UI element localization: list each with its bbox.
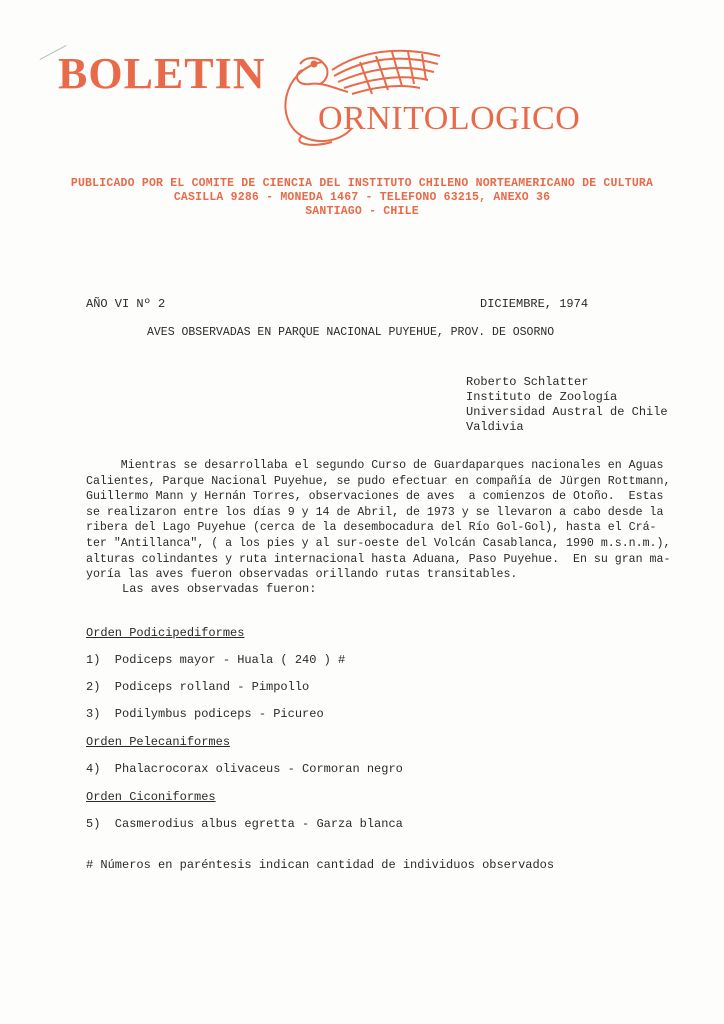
order-heading-pelecaniformes: Orden Pelecaniformes (86, 735, 231, 749)
publisher-line-3: SANTIAGO - CHILE (305, 205, 419, 218)
paragraph-line: ribera del Lago Puyehue (cerca de la desembocadura del Río Gol-Gol), hasta el Crá- (86, 521, 657, 535)
paragraph-line: Calientes, Parque Nacional Puyehue, se pudo efectuar en compañía de Jürgen Rottmann, (86, 474, 671, 488)
paragraph-line: ter "Antillanca", ( a los pies y al sur-oeste del Volcán Casablanca, 1990 m.s.n.m.), (86, 536, 671, 550)
paragraph-line: alturas colindantes y ruta internacional hasta Aduana, Paso Puyehue. En su gran ma- (86, 552, 671, 566)
author-name: Roberto Schlatter (466, 375, 589, 389)
species-item: 4) Phalacrocorax olivaceus - Cormoran negro (86, 762, 403, 776)
species-item: 5) Casmerodius albus egretta - Garza blanca (86, 817, 403, 831)
species-item: 2) Podiceps rolland - Pimpollo (86, 680, 310, 694)
issue-volume: AÑO VI Nº 2 (86, 297, 166, 311)
footnote: # Números en paréntesis indican cantidad de individuos observados (86, 858, 555, 872)
order-heading-podicipediformes: Orden Podicipediformes (86, 626, 245, 640)
intro-line: Las aves observadas fueron: (86, 582, 317, 596)
paragraph-line: Mientras se desarrollaba el segundo Curso de Guardaparques nacionales en Aguas (86, 459, 664, 472)
paragraph-line: se realizaron entre los días 9 y 14 de Abril, de 1973 y se llevaron a cabo desde la (86, 505, 664, 519)
issue-date: DICIEMBRE, 1974 (480, 297, 589, 311)
publisher-line-2: CASILLA 9286 - MONEDA 1467 - TELEFONO 63215, ANEXO 36 (173, 191, 551, 204)
paragraph-line: Guillermo Mann y Hernán Torres, observaciones de aves a comienzos de Otoño. Estas (86, 490, 664, 504)
body-paragraph (86, 458, 686, 583)
author-university: Universidad Austral de Chile (466, 405, 668, 419)
masthead-title-ornitologico: ORNITOLOGICO (318, 100, 581, 137)
author-city: Valdivia (466, 420, 524, 434)
species-item: 3) Podilymbus podiceps - Picureo (86, 707, 324, 721)
order-heading-ciconiformes: Orden Ciconiformes (86, 790, 216, 804)
species-item: 1) Podiceps mayor - Huala ( 240 ) # (86, 653, 346, 667)
publisher-line-1: PUBLICADO POR EL COMITE DE CIENCIA DEL INSTITUTO CHILENO NORTEAMERICANO DE CULTURA (70, 177, 654, 190)
paragraph-line: yoría las aves fueron observadas orillando rutas transitables. (86, 568, 518, 582)
article-title: AVES OBSERVADAS EN PARQUE NACIONAL PUYEHUE, PROV. DE OSORNO (147, 326, 555, 339)
masthead-title-boletin: BOLETIN (58, 49, 266, 98)
author-institute: Instituto de Zoología (466, 390, 618, 404)
